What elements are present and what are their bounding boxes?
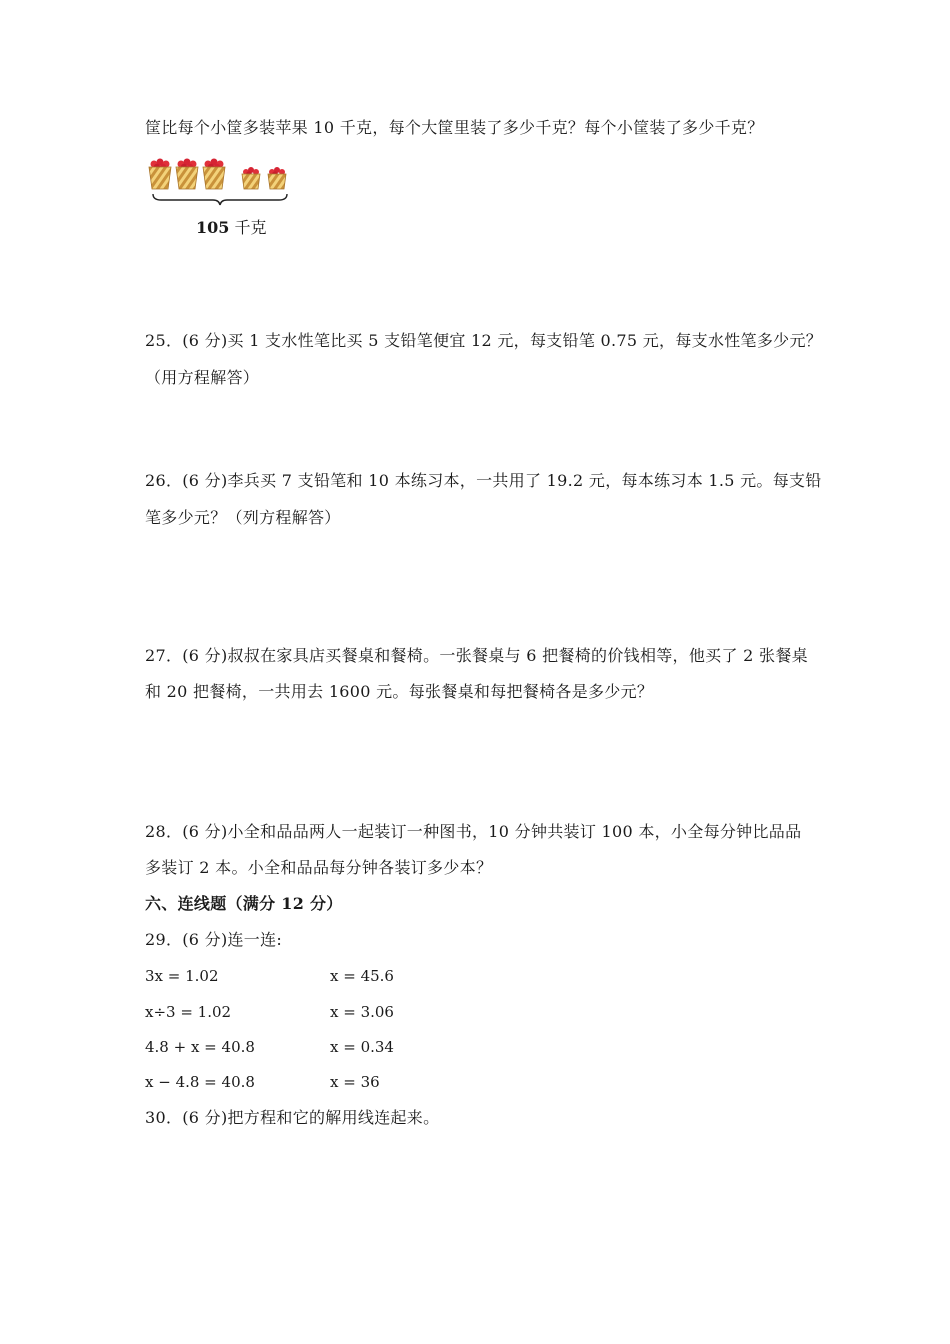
q28-line1: 28．(6 分)小全和品品两人一起装订一种图书，10 分钟共装订 100 本，小全每分钟比品品 <box>145 822 802 841</box>
small-basket-icon <box>242 167 260 189</box>
equation-left: x − 4.8 = 40.8 <box>145 1073 255 1091</box>
q24-text: 筐比每个小筐多装苹果 10 千克，每个大筐里装了多少千克？每个小筐装了多少千克？ <box>145 118 764 137</box>
solution-right: x = 3.06 <box>330 1003 394 1021</box>
small-basket-icon <box>268 167 286 189</box>
q29-prompt: 29．(6 分)连一连: <box>145 930 283 949</box>
equation-left: 4.8 + x = 40.8 <box>145 1038 255 1056</box>
large-basket-icon <box>176 159 198 190</box>
q25-line2: （用方程解答） <box>145 368 260 387</box>
q28-line2: 多装订 2 本。小全和品品每分钟各装订多少本？ <box>145 858 493 877</box>
q26-line1: 26．(6 分)李兵买 7 支铅笔和 10 本练习本，一共用了 19.2 元，每本练习本 1.5 元。每支铅 <box>145 471 822 490</box>
equation-left: x÷3 = 1.02 <box>145 1003 232 1021</box>
q30-prompt: 30．(6 分)把方程和它的解用线连起来。 <box>145 1108 440 1127</box>
large-basket-icon <box>203 159 225 190</box>
figure-total-unit: 千克 <box>229 218 267 237</box>
q27-line2: 和 20 把餐椅，一共用去 1600 元。每张餐桌和每把餐椅各是多少元？ <box>145 682 654 701</box>
figure-total-value: 105 <box>196 218 230 237</box>
solution-right: x = 45.6 <box>330 967 394 985</box>
q25-line1: 25．(6 分)买 1 支水性笔比买 5 支铅笔便宜 12 元，每支铅笔 0.75 元，每支水性笔多少元？ <box>145 331 823 350</box>
section-heading: 六、连线题（满分 12 分） <box>145 894 343 913</box>
q27-line1: 27．(6 分)叔叔在家具店买餐桌和餐椅。一张餐桌与 6 把餐椅的价钱相等，他买了 2 张餐桌 <box>145 646 808 665</box>
solution-right: x = 0.34 <box>330 1038 394 1056</box>
solution-right: x = 36 <box>330 1073 380 1091</box>
brace-icon <box>153 194 287 205</box>
equation-left: 3x = 1.02 <box>145 967 219 985</box>
q26-line2: 笔多少元？（列方程解答） <box>145 508 341 527</box>
figure-total-label <box>196 218 267 238</box>
large-basket-icon <box>149 159 171 190</box>
